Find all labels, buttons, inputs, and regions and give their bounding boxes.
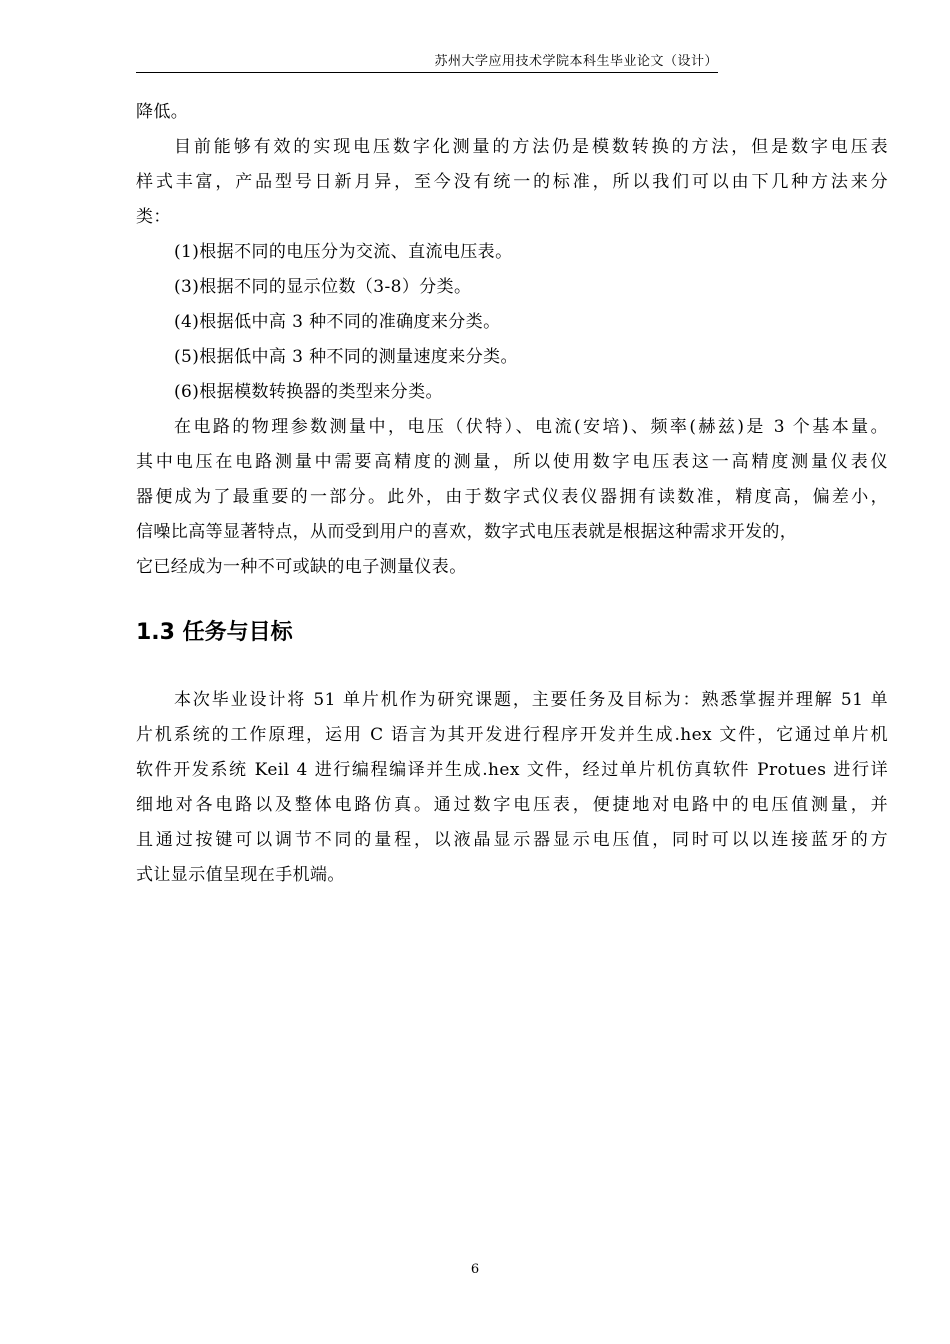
- list-item: (6)根据模数转换器的类型来分类。: [174, 382, 443, 402]
- list-item: (1)根据不同的电压分为交流、直流电压表。: [174, 242, 513, 262]
- paragraph-line: 本次毕业设计将 51 单片机作为研究课题，主要任务及目标为：熟悉掌握并理解 51 单: [174, 690, 888, 710]
- paragraph-line: 式让显示值呈现在手机端。: [136, 865, 345, 885]
- paragraph-line: 目前能够有效的实现电压数字化测量的方法仍是模数转换的方法，但是数字电压表: [174, 137, 888, 157]
- paragraph-line: 且通过按键可以调节不同的量程，以液晶显示器显示电压值，同时可以以连接蓝牙的方: [136, 830, 888, 850]
- page-number: 6: [470, 1262, 480, 1277]
- header-title: 苏州大学应用技术学院本科生毕业论文（设计）: [434, 54, 718, 69]
- paragraph-line: 样式丰富，产品型号日新月异，至今没有统一的标准，所以我们可以由下几种方法来分: [136, 172, 888, 192]
- paragraph-line: 信噪比高等显著特点，从而受到用户的喜欢，数字式电压表就是根据这种需求开发的，: [136, 522, 798, 542]
- paragraph-line: 在电路的物理参数测量中，电压（伏特）、电流(安培)、频率(赫兹)是 3 个基本量。: [174, 417, 888, 437]
- paragraph-continuation: 降低。: [136, 102, 189, 122]
- paragraph-line: 器便成为了最重要的一部分。此外，由于数字式仪表仪器拥有读数准，精度高，偏差小，: [136, 487, 888, 507]
- paragraph-line: 软件开发系统 Keil 4 进行编程编译并生成.hex 文件，经过单片机仿真软件 Protues 进行详: [136, 760, 888, 780]
- paragraph-line: 片机系统的工作原理，运用 C 语言为其开发进行程序开发并生成.hex 文件，它通过单片机: [136, 725, 888, 745]
- paragraph-line: 其中电压在电路测量中需要高精度的测量，所以使用数字电压表这一高精度测量仪表仪: [136, 452, 888, 472]
- paragraph-line: 细地对各电路以及整体电路仿真。通过数字电压表，便捷地对电路中的电压值测量，并: [136, 795, 888, 815]
- list-item: (3)根据不同的显示位数（3-8）分类。: [174, 277, 472, 297]
- section-heading: 1.3 任务与目标: [136, 620, 293, 645]
- page-header: [136, 54, 718, 73]
- paragraph-line: 类：: [136, 207, 171, 227]
- list-item: (5)根据低中高 3 种不同的测量速度来分类。: [174, 347, 518, 367]
- list-item: (4)根据低中高 3 种不同的准确度来分类。: [174, 312, 501, 332]
- paragraph-line: 它已经成为一种不可或缺的电子测量仪表。: [136, 557, 467, 577]
